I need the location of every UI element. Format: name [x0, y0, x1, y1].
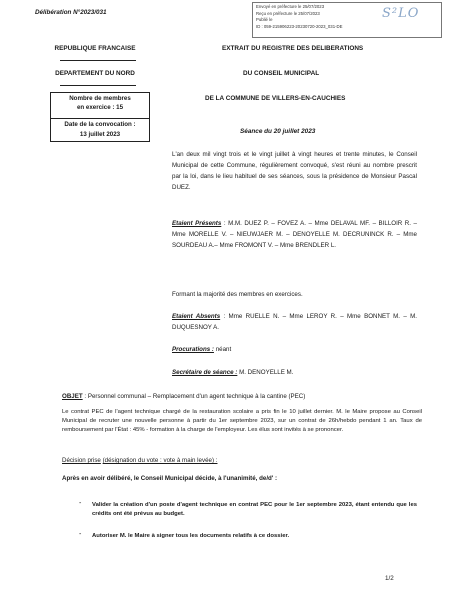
bullet-dash: - — [79, 500, 82, 507]
departement-label: DEPARTEMENT DU NORD — [55, 70, 135, 77]
registre-title: EXTRAIT DU REGISTRE DES DELIBERATIONS — [222, 45, 364, 52]
members-label-2: en exercice : 15 — [76, 104, 124, 111]
page-number: 1/2 — [385, 575, 394, 582]
stamp-id: ID : 059-215906223-20230720-2023_031-DE — [256, 23, 343, 29]
objet-text: : Personnel communal – Remplacement d'un agent technique à la cantine (PEC) — [84, 393, 306, 400]
deliberation-number: Délibération N°2023/031 — [35, 9, 107, 16]
conseil-title: DU CONSEIL MUNICIPAL — [243, 70, 320, 77]
commune-title: DE LA COMMUNE DE VILLERS-EN-CAUCHIES — [205, 95, 346, 102]
body-paragraph: Le contrat PEC de l'agent technique chargé de la restauration scolaire a pris fin le 10 juillet dernier. M. le Maire propose au Conseil Municipal de recruter une nouvelle personne à partir du 1er septembre 2023, sur un contrat de 26h/hebdo pendant 1 an. Taux de remboursement par l'État : 45% - formation à la charge de l'employeur. Les élus sont invités à se prononcer. — [62, 409, 422, 433]
bullet-dash: - — [79, 531, 82, 538]
seance-date: Séance du 20 juillet 2023 — [240, 128, 316, 135]
members-label-1: Nombre de membres — [69, 95, 131, 102]
secretaire-label: Secrétaire de séance : — [172, 369, 238, 376]
decision-vote: (désignation du vote : vote à main levée) : — [102, 457, 218, 464]
objet-label: OBJET — [62, 393, 83, 400]
secretaire-value: M. DENOYELLE M. — [239, 369, 294, 376]
presents-list: : M.M. DUEZ P. – FOVEZ A. – Mme DELAVAL MF. – BILLOIR R. – Mme MORELLE V. – NIEUWJAER M. – DENOYELLE M. DECRUNINCK R. – Mme SOURDEAU A.– Mme FROMONT V. – Mme BRENDLER L. — [172, 220, 417, 249]
absents-list: : Mme RUELLE N. – Mme LEROY R. – Mme BONNET M. – M. DUQUESNOY A. — [172, 313, 417, 331]
decision-item-1: Valider la création d'un poste d'agent technique en contrat PEC pour le 1er septembre 2023, étant entendu que les crédits ont été prévus au budget. — [92, 502, 417, 517]
resolution-text: Après en avoir délibéré, le Conseil Municipal décide, à l'unanimité, de/d' : — [62, 475, 278, 482]
procurations-label: Procurations : — [172, 346, 214, 353]
procurations-block — [172, 344, 417, 355]
decision-label: Décision prise — [62, 457, 101, 464]
majorite-text: Formant la majorité des membres en exercices. — [172, 291, 303, 298]
convocation-date: 13 juillet 2023 — [79, 131, 121, 138]
intro-paragraph: L'an deux mil vingt trois et le vingt juillet à vingt heures et trente minutes, le Conseil Municipal de cette Commune, régulièrement convoqué, s'est réuni au nombre prescrit par la loi, dans le lieu habituel de ses séances, sous la présidence de Monsieur Pascal DUEZ. — [172, 151, 417, 191]
absents-label: Etaient Absents — [172, 313, 221, 320]
decision-item-2: Autoriser M. le Maire à signer tous les documents relatifs à ce dossier. — [92, 533, 290, 539]
stamp-sent: Envoyé en préfecture le 25/07/2023 — [256, 4, 325, 9]
republique-label: REPUBLIQUE FRANCAISE — [54, 45, 136, 52]
divider — [60, 60, 136, 61]
slo-logo: S²LO — [382, 6, 420, 21]
divider — [60, 85, 136, 86]
presents-block — [172, 218, 417, 251]
secretaire-block — [172, 367, 417, 378]
procurations-value: néant — [215, 346, 232, 353]
decision-block — [62, 455, 422, 466]
objet-block — [62, 391, 422, 402]
absents-block — [172, 311, 417, 333]
members-box — [50, 92, 150, 142]
stamp-published: Publié le — [256, 17, 273, 23]
convocation-label: Date de la convocation : — [64, 121, 136, 128]
stamp-received: Reçu en préfecture le 25/07/2023 — [256, 10, 320, 16]
presents-label: Etaient Présents — [172, 220, 222, 227]
box-separator — [51, 118, 149, 119]
